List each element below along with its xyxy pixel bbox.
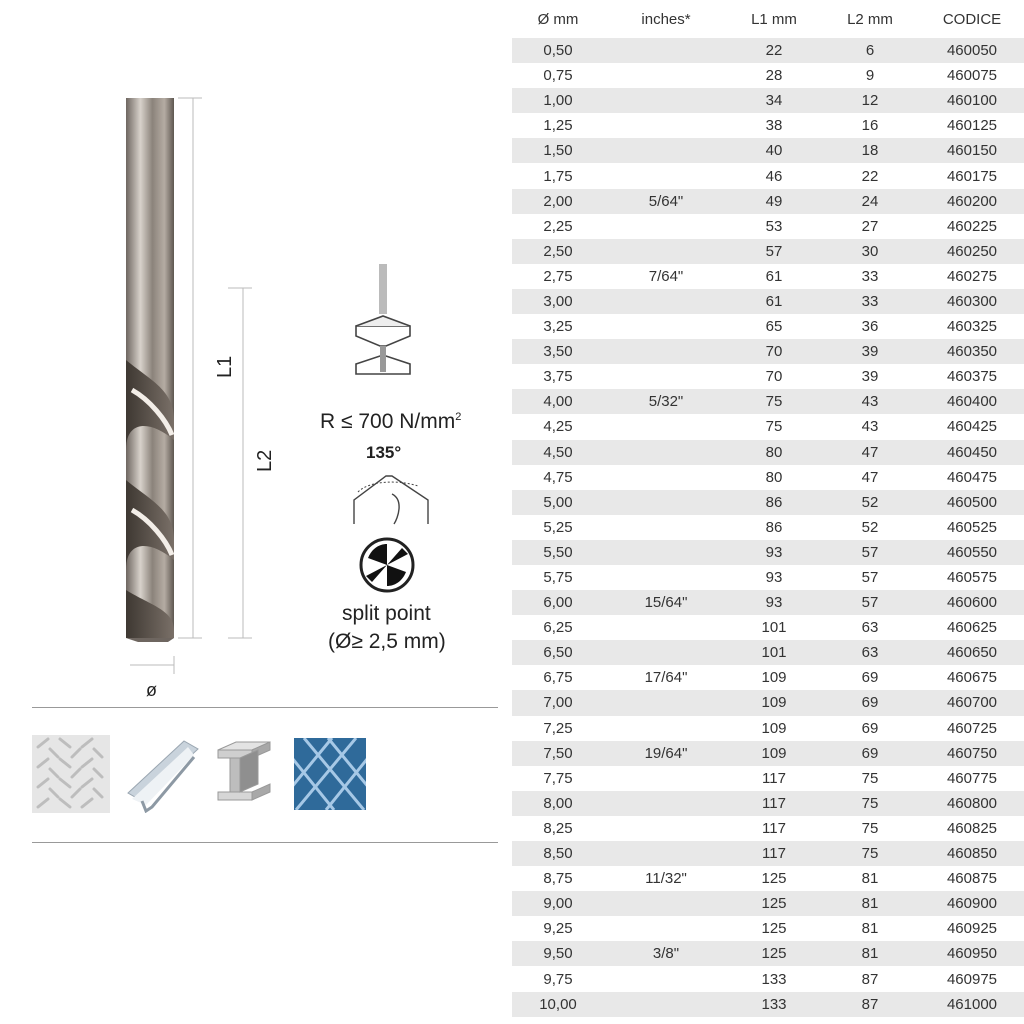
cell-inches: 3/8" [652,945,680,963]
header-inches: inches* [641,10,691,28]
cell-diameter: 6,25 [543,619,573,637]
cell-code: 460700 [946,694,998,712]
cell-diameter: 2,00 [543,192,573,210]
cell-l1: 109 [761,719,787,737]
cell-l2: 75 [861,819,879,837]
cell-l2: 81 [861,945,879,963]
cell-diameter: 5,25 [543,518,573,536]
cell-l1: 109 [761,744,787,762]
table-row [512,38,1024,63]
product-table [512,0,1024,1017]
cell-l1: 80 [765,468,783,486]
cell-code: 460300 [946,292,998,310]
split-point-text: split point [342,602,431,625]
cell-diameter: 5,75 [543,569,573,587]
cell-code: 460350 [946,343,998,361]
cell-l2: 57 [861,594,879,612]
cell-code: 460175 [946,167,998,185]
cell-diameter: 1,50 [543,142,573,160]
cell-l2: 43 [861,393,879,411]
table-row [512,741,1024,766]
cell-l2: 24 [861,192,879,210]
cell-code: 460375 [946,368,998,386]
cell-l1: 61 [765,292,783,310]
cell-code: 460725 [946,719,998,737]
strength-text: R ≤ 700 $N/mm^2$ [320,410,462,433]
cell-inches: 5/64" [648,192,684,210]
cell-diameter: 9,25 [543,920,573,938]
strength-superscript: 2 [455,411,462,423]
cell-l2: 75 [861,845,879,863]
cell-l1: 53 [765,217,783,235]
cell-l1: 57 [765,242,783,260]
cell-diameter: 7,75 [543,769,573,787]
cell-code: 460600 [946,594,998,612]
cell-l2: 52 [861,493,879,511]
l2-label: L2 [254,449,276,472]
table-row [512,640,1024,665]
table-row [512,866,1024,891]
cell-l1: 117 [762,769,786,787]
cell-l1: 40 [765,142,783,160]
cell-l1: 75 [765,393,783,411]
cell-diameter: 2,50 [543,242,573,260]
table-row [512,414,1024,439]
blue-mesh-icon [294,738,366,810]
cell-code: 460125 [946,117,998,135]
cell-l2: 16 [861,117,879,135]
cell-code: 460850 [946,845,998,863]
cell-l2: 69 [861,694,879,712]
cell-l1: 93 [765,569,783,587]
table-row [512,841,1024,866]
cell-diameter: 2,25 [543,217,573,235]
cell-l2: 12 [861,92,879,110]
cell-diameter: 10,00 [539,995,577,1013]
table-row [512,364,1024,389]
table-row [512,214,1024,239]
table-row [512,264,1024,289]
cell-l2: 30 [861,242,879,260]
table-row [512,239,1024,264]
cell-code: 460100 [946,92,998,110]
cell-l2: 63 [861,619,879,637]
table-row [512,791,1024,816]
table-row [512,816,1024,841]
cell-code: 460675 [946,669,998,687]
cell-diameter: 8,75 [543,870,573,888]
cell-code: 460950 [946,945,998,963]
cell-diameter: 1,25 [543,117,573,135]
cell-l1: 109 [761,669,787,687]
cell-l1: 117 [762,794,786,812]
cell-diameter: 2,75 [543,267,573,285]
cell-l2: 22 [861,167,879,185]
table-row [512,716,1024,741]
cell-diameter: 9,00 [543,895,573,913]
cell-code: 460750 [946,744,998,762]
table-row [512,163,1024,188]
cell-diameter: 3,75 [543,368,573,386]
cell-l1: 70 [765,368,783,386]
cell-l1: 86 [765,493,783,511]
cell-l1: 117 [762,845,786,863]
cell-l2: 57 [861,569,879,587]
cell-l2: 57 [861,543,879,561]
cell-code: 460400 [946,393,998,411]
cell-l1: 75 [765,418,783,436]
cell-code: 460475 [946,468,998,486]
cell-code: 460325 [946,318,998,336]
table-row [512,465,1024,490]
cell-inches: 5/32" [648,393,684,411]
cell-l1: 133 [761,995,787,1013]
table-row [512,515,1024,540]
cell-code: 460625 [946,619,998,637]
cell-l2: 33 [861,292,879,310]
cell-inches: 11/32" [645,870,687,888]
cell-diameter: 4,25 [543,418,573,436]
cell-code: 460650 [946,644,998,662]
cell-diameter: 6,00 [543,594,573,612]
table-row [512,440,1024,465]
cell-code: 460450 [946,443,998,461]
cell-inches: 15/64" [644,594,688,612]
table-row [512,63,1024,88]
cell-code: 460975 [946,970,998,988]
cell-diameter: 7,50 [543,744,573,762]
cell-code: 460225 [946,217,998,235]
cell-diameter: 1,75 [543,167,573,185]
cell-l2: 87 [861,995,879,1013]
header-l1: L1 mm [751,10,797,28]
divider-top [32,707,498,708]
cell-l1: 38 [765,117,783,135]
cell-l2: 47 [861,443,879,461]
table-row [512,389,1024,414]
cell-l1: 93 [765,594,783,612]
angle-label: 135° [366,443,402,462]
cell-code: 460900 [946,895,998,913]
cell-l2: 39 [861,343,879,361]
cell-l1: 65 [765,318,783,336]
cell-code: 461000 [946,995,998,1013]
table-row [512,590,1024,615]
cell-l2: 18 [861,142,879,160]
cell-l1: 125 [761,945,787,963]
cell-l1: 125 [761,870,787,888]
table-row [512,615,1024,640]
cell-l2: 47 [861,468,879,486]
cell-l2: 69 [861,669,879,687]
table-row [512,490,1024,515]
cell-l2: 87 [861,970,879,988]
table-row [512,113,1024,138]
table-row [512,665,1024,690]
cell-code: 460825 [946,819,998,837]
header-l2: L2 mm [847,10,893,28]
cell-l2: 81 [861,920,879,938]
cell-code: 460200 [946,192,998,210]
cell-l1: 101 [761,619,787,637]
cell-code: 460775 [946,769,998,787]
cell-diameter: 4,50 [543,443,573,461]
table-row [512,189,1024,214]
cell-l2: 81 [861,895,879,913]
cell-l2: 81 [861,870,879,888]
cell-code: 460250 [946,242,998,260]
table-row [512,339,1024,364]
cell-diameter: 7,25 [543,719,573,737]
cell-l1: 93 [765,543,783,561]
table-row [512,565,1024,590]
cell-inches: 7/64" [648,267,684,285]
cell-l2: 27 [861,217,879,235]
table-row [512,690,1024,715]
steel-beam-icon [214,740,278,808]
cell-l1: 109 [761,694,787,712]
cell-diameter: 0,50 [543,42,573,60]
cell-l2: 6 [865,42,875,60]
cell-l2: 75 [861,794,879,812]
cell-l1: 133 [761,970,787,988]
cell-l2: 9 [865,67,875,85]
profile-rail-icon [122,735,202,813]
table-row [512,138,1024,163]
cell-l1: 117 [762,819,786,837]
cell-l2: 36 [861,318,879,336]
product-illustration-panel [0,0,510,1024]
cell-diameter: 8,25 [543,819,573,837]
table-row [512,966,1024,991]
table-row [512,540,1024,565]
table-body [512,38,1024,1017]
cell-diameter: 4,75 [543,468,573,486]
cell-l1: 34 [765,92,783,110]
cell-code: 460875 [946,870,998,888]
table-row [512,941,1024,966]
cell-l1: 22 [765,42,783,60]
cell-inches: 19/64" [644,744,688,762]
cell-l2: 63 [861,644,879,662]
table-row [512,891,1024,916]
checker-plate-icon [32,735,110,813]
cell-l1: 80 [765,443,783,461]
diameter-label: ø [146,680,157,700]
cell-l2: 69 [861,744,879,762]
table-row [512,289,1024,314]
cell-code: 460275 [946,267,998,285]
cell-diameter: 5,50 [543,543,573,561]
cell-l2: 33 [861,267,879,285]
cell-diameter: 8,00 [543,794,573,812]
table-row [512,916,1024,941]
cell-code: 460150 [946,142,998,160]
drill-bit-illustration [110,90,270,690]
table-header [512,0,1024,38]
header-code: CODICE [942,10,1002,28]
cell-diameter: 6,50 [543,644,573,662]
cell-l2: 39 [861,368,879,386]
table-row [512,88,1024,113]
cell-diameter: 7,00 [543,694,573,712]
cell-l2: 75 [861,769,879,787]
cell-l1: 46 [765,167,783,185]
cell-diameter: 3,25 [543,318,573,336]
cell-code: 460575 [946,569,998,587]
cell-l1: 49 [765,192,783,210]
cell-l1: 125 [761,895,787,913]
cell-l1: 70 [765,343,783,361]
cell-diameter: 9,75 [543,970,573,988]
cell-code: 460050 [946,42,998,60]
cell-diameter: 8,50 [543,845,573,863]
point-angle-icon [352,466,432,528]
cell-code: 460800 [946,794,998,812]
cell-diameter: 5,00 [543,493,573,511]
header-diameter: Ø mm [537,10,579,28]
cell-diameter: 3,00 [543,292,573,310]
cell-l1: 28 [765,67,783,85]
cell-code: 460075 [946,67,998,85]
cell-diameter: 0,75 [543,67,573,85]
cell-l1: 61 [765,267,783,285]
cell-l2: 43 [861,418,879,436]
table-row [512,314,1024,339]
cell-l1: 125 [761,920,787,938]
cell-code: 460525 [946,518,998,536]
table-row [512,992,1024,1017]
cell-diameter: 4,00 [543,393,573,411]
cell-diameter: 1,00 [543,92,573,110]
divider-bottom [32,842,498,843]
cell-inches: 17/64" [644,669,688,687]
cell-code: 460925 [946,920,998,938]
cell-diameter: 3,50 [543,343,573,361]
material-strength-icon [352,262,414,382]
l1-label: L1 [214,355,236,378]
cell-diameter: 9,50 [543,945,573,963]
table-row [512,766,1024,791]
cell-l2: 52 [861,518,879,536]
cell-code: 460550 [946,543,998,561]
split-condition-text: (Ø≥ 2,5 mm) [328,630,446,653]
cell-diameter: 6,75 [543,669,573,687]
cell-l1: 101 [761,644,787,662]
cell-l1: 86 [765,518,783,536]
cell-l2: 69 [861,719,879,737]
cell-code: 460425 [946,418,998,436]
cell-code: 460500 [946,493,998,511]
split-point-icon [358,536,416,594]
